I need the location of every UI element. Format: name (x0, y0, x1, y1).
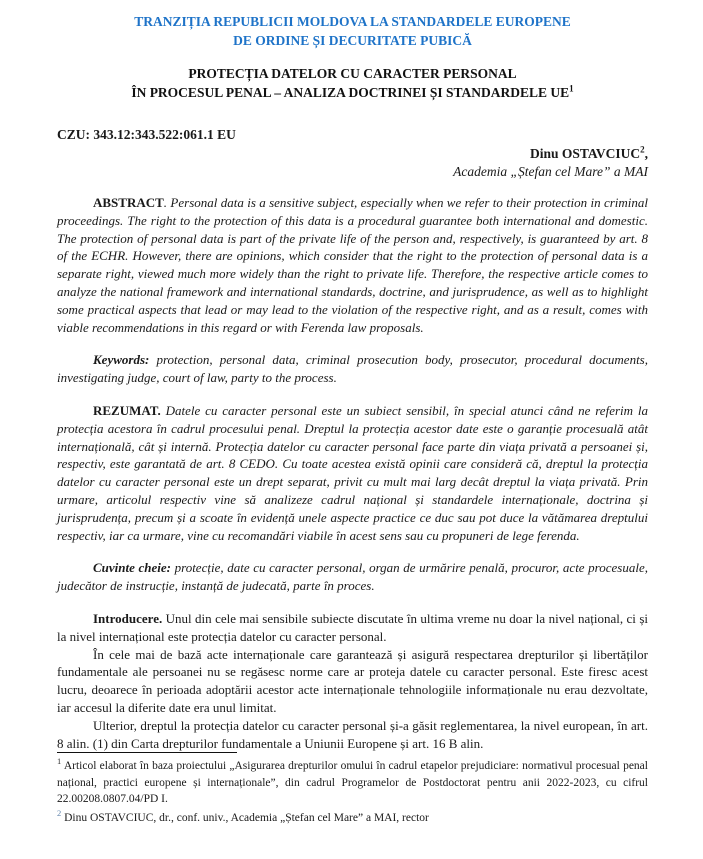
footnote-2-marker: 2 (57, 807, 62, 818)
rezumat-label: REZUMAT. (93, 402, 161, 418)
article-title-footnote-ref: 1 (569, 83, 574, 94)
article-title-line2 (57, 83, 648, 102)
footnote-1 (57, 758, 648, 808)
author-line (57, 145, 648, 163)
series-title-line2: DE ORDINE ȘI DECURITATE PUBICĂ (233, 33, 472, 48)
series-title-line1: TRANZIȚIA REPUBLICII MOLDOVA LA STANDARDELE EUROPENE (134, 14, 571, 29)
keywords-text: protection, personal data, criminal prosecution body, prosecutor, procedural documents, investigating judge, court of law, party to the process. (57, 352, 648, 386)
rezumat-paragraph (57, 402, 648, 544)
article-title-line1: PROTECȚIA DATELOR CU CARACTER PERSONAL (188, 66, 517, 81)
footnote-separator-rule (57, 752, 237, 753)
cuvinte-cheie-text: protecție, date cu caracter personal, organ de urmărire penală, procuror, acte procesuale, judecător de instrucție, instanță de judecată, parte în proces. (57, 560, 648, 594)
author-block (57, 145, 648, 180)
footnotes-section (57, 752, 648, 828)
abstract-paragraph (57, 194, 648, 336)
abstract-label: ABSTRACT (93, 195, 164, 210)
abstract-text: Personal data is a sensitive subject, especially when we refer to their protection in criminal proceedings. The right to the protection of this data is a procedural guarantee both international and domestic. The protection of personal data is part of the private life of the person and, respectively, is guaranteed by art. 8 of the ECHR. However, there are opinions, which consider that the right to the protection of personal data is a separate right, viewed much more widely than the right to private life. Therefore, the respective article comes to analyze the national framework and international standards, doctrine, and jurisprudence, as well as to highlight some practical aspects that lead or may lead to the violation of the respective right, and as a result, comes with viable recommendations in this regard or with Ferenda law proposals. (57, 195, 648, 335)
author-footnote-ref: 2 (640, 144, 645, 155)
czu-code: CZU: 343.12:343.522:061.1 EU (57, 127, 236, 142)
article-title-line2-text: ÎN PROCESUL PENAL – ANALIZA DOCTRINEI ȘI STANDARDELE UE (131, 85, 570, 100)
rezumat-text: Datele cu caracter personal este un subiect sensibil, în special atunci când ne referim la protecția acestora în cadrul procesului penal. Dreptul la protecția acestor date este o garanție procesuală atât internațională, cât și internă. Protecția datelor cu caracter personal face parte din viața privată a persoanei și, respectiv, este garantată de art. 8 CEDO. Cu toate acestea există opinii care consideră că, dreptul la protecția datelor cu caracter personal este un drept separat, privit cu mult mai larg decât dreptul la viața privată. Prin urmare, articolul respectiv vine să analizeze cadrul național și standardele internaționale, doctrina și jurisprudența, precum și a scoate în evidență unele aspecte practice ce duc sau pot duce la vătămarea dreptului respectiv, iar ca urmare, vine cu recomandări viabile în acest sens sau cu propuneri de lege ferenda. (57, 402, 648, 543)
keywords-label: Keywords: (93, 352, 150, 368)
article-title (57, 64, 648, 102)
keywords-paragraph (57, 351, 648, 387)
footnote-2-text: Dinu OSTAVCIUC, dr., conf. univ., Academia „Ștefan cel Mare” a MAI, rector (61, 811, 429, 824)
abstract-separator: . (163, 195, 171, 210)
author-name: Dinu OSTAVCIUC (529, 146, 641, 161)
author-affiliation: Academia „Ștefan cel Mare” a MAI (453, 163, 648, 179)
footnote-1-marker: 1 (57, 756, 62, 767)
cuvinte-cheie-label: Cuvinte cheie: (93, 560, 171, 576)
introduction-paragraph-1 (57, 610, 648, 646)
cuvinte-cheie-paragraph (57, 559, 648, 595)
footnote-1-text: Articol elaborat în baza proiectului „Asigurarea drepturilor omului în cadrul etapelor prejudiciare: normativul procesual penal național, practici europene și internaționale”, din cadrul Programelor de Postdoctorat pentru anii 2022-2023, cu cifrul 22.00208.0807.04/PD I. (57, 760, 648, 806)
author-name-comma: , (644, 146, 648, 161)
introduction-label: Introducere. (93, 610, 163, 626)
introduction-paragraph-3: Ulterior, dreptul la protecția datelor cu caracter personal și-a găsit reglementarea, la nivel european, în art. 8 alin. (1) din Carta drepturilor fundamentale a Uniunii Europene și art. 16 B alin. (57, 717, 648, 751)
introduction-paragraph-2: În cele mai de bază acte internaționale care garantează și asigură respectarea drepturilor și libertăților fundamentale ale persoanei nu se regăsesc norme care ar proteja datele cu caracter personal. Este firesc acest lucru, deoarece în perioada adoptării acestor acte internaționale tehnologiile informaționale nu erau dezvoltate, iar accesul la diferite date era unul limitat. (57, 646, 648, 715)
series-title (57, 12, 648, 50)
footnote-2 (57, 807, 648, 827)
introduction-paragraph-1-text: Unul din cele mai sensibile subiecte discutate în ultima vreme nu doar la nivel național, ci și la nivel internațional este protecția datelor cu caracter personal. (57, 610, 648, 644)
